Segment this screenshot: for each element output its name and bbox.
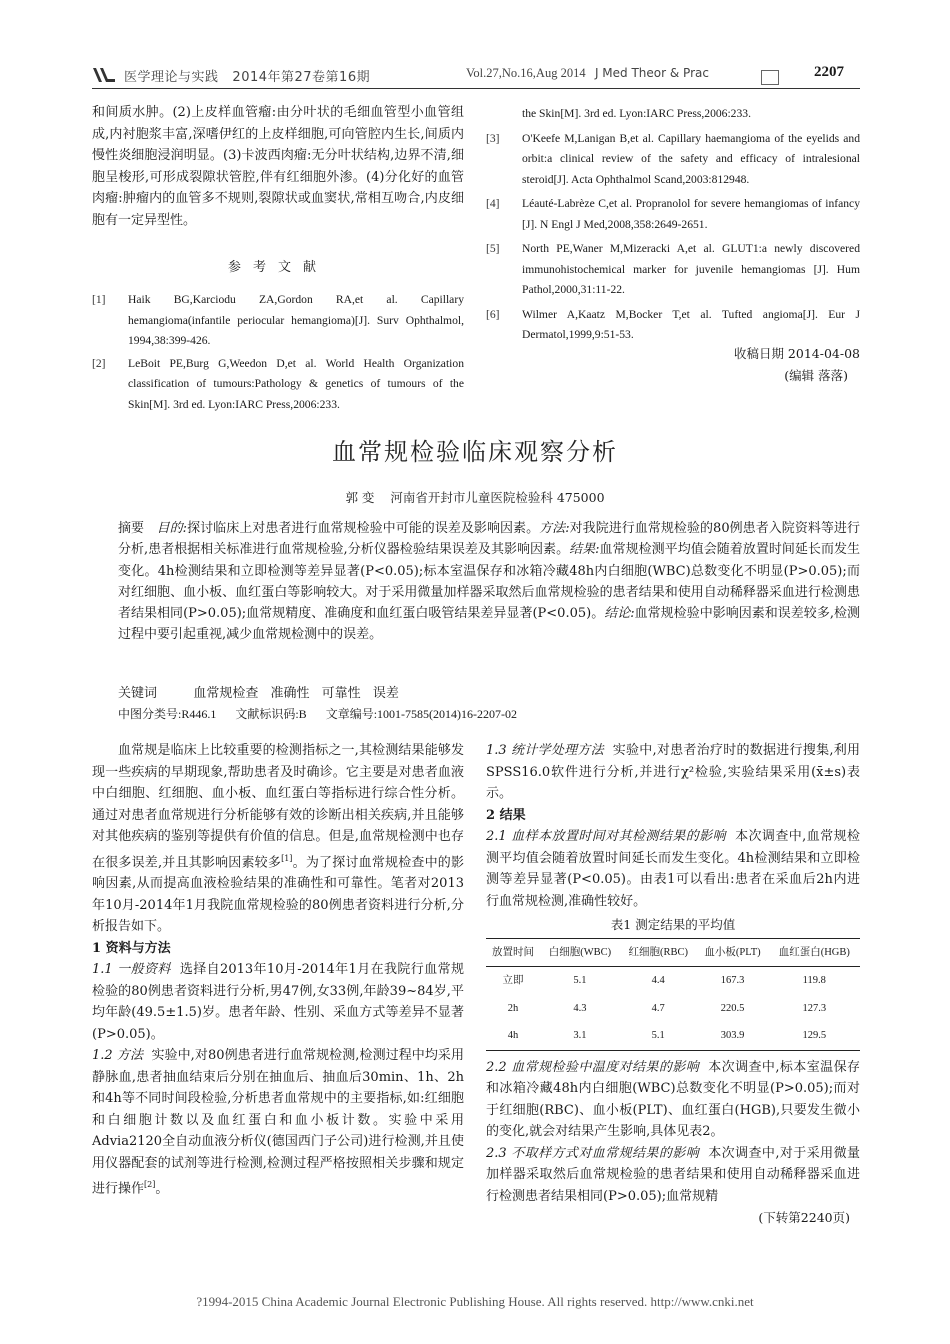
reference-item: [5] North PE,Waner M,Mizeracki A,et al. GLUT1:a newly discovered immunohistochemical marker for juvenile hemangiomas [J]. Hum Pathol,2000,31:11-22. — [486, 242, 860, 296]
body-right-column — [486, 740, 860, 1229]
table-1 — [486, 938, 860, 1051]
section-2-3: 2.3 不取样方式对血常规结果的影响 本次调查中,对于采用微量加样器采取然后血常规检验的患者结果和使用自动稀释器采血进行检测患者结果相同(P>0.05);血常规精 — [486, 1145, 860, 1204]
prev-article-text: 和间质水肿。(2)上皮样血管瘤:由分叶状的毛细血管型小血管组成,内衬胞浆丰富,深嗜伊红的上皮样细胞,可向管腔内生长,间质内慢性炎细胞浸润明显。(3)卡波西肉瘤:无分叶状结构,边界不清,细胞呈梭形,可形成裂隙状管腔,伴有红细胞外渗。(4)分化好的血管肉瘤:肿瘤内的血管多不规则,裂隙状或血窦状,常相互吻合,内皮细胞有一定异型性。 — [92, 105, 464, 228]
section-2-heading: 2 结果 — [486, 807, 526, 823]
section-2-1: 2.1 血样本放置时间对其检测结果的影响 本次调查中,血常规检测平均值会随着放置时间延长而发生变化。4h检测结果和立即检测等差异显著(P<0.05)。由表1可以看出:患者在采血后2h内进行血常规检测,准确性较好。 — [486, 829, 860, 909]
copyright-footer: ?1994-2015 China Academic Journal Electronic Publishing House. All rights reserved. http://www.cnki.net — [196, 1294, 754, 1309]
header-box-icon — [761, 70, 779, 85]
table-1-caption: 表1 测定结果的平均值 — [610, 917, 736, 932]
table-row: 4h 3.1 5.1 303.9 129.5 — [486, 1022, 860, 1050]
continued-note: (下转第2240页) — [758, 1210, 850, 1225]
issue-cn: 2014年第27卷第16期 — [232, 70, 371, 85]
references-heading: 参考文献 — [227, 260, 328, 275]
author-affiliation: 河南省开封市儿童医院检验科 475000 — [390, 490, 605, 505]
table-row: 立即 5.1 4.4 167.3 119.8 — [502, 975, 826, 986]
intro-paragraph: 血常规是临床上比较重要的检测指标之一,其检测结果能够发现一些疾病的早期现象,帮助患者及时确诊。它主要是对患者血液中白细胞、红细胞、血小板、血红蛋白等指标进行综合性分析。通过对患者血常规进行分析能够有效的诊断出相关疾病,并且能够对其他疾病的鉴别等提供有价值的信息。但是,血常规检测中也存在很多误差,并且其影响因素较多[1]。为了探讨血常规检查中的影响因素,从而提高血液检验结果的准确性和可靠性。笔者对2013年10月-2014年1月我院血常规检验的80例患者资料进行分析,分析报告如下。 — [92, 743, 464, 935]
editor-note: (编辑 落落) — [784, 368, 848, 383]
section-1-3: 1.3 统计学处理方法 实验中,对患者治疗时的数据进行搜集,利用SPSS16.0软件进行分析,并进行χ²检验,实验结果采用(x̄±s)表示。 — [486, 743, 860, 801]
table-row: 2h 4.3 4.7 220.5 127.3 — [507, 1002, 827, 1014]
section-1-1: 1.1 一般资料 选择自2013年10月-2014年1月在我院行血常规检验的80例患者资料进行分析,男47例,女33例,年龄39~84岁,平均年龄(49.5±1.5)岁。患者年龄、性别、采血方式等差异不显著(P>0.05)。 — [92, 962, 464, 1042]
reference-item: [1] Haik BG,Karciodu ZA,Gordon RA,et al. Capillary hemangioma(infantile periocular hemangioma)[J]. Surv Ophthalmol, 1994,38:399-426. — [92, 293, 464, 347]
page-number: 2207 — [814, 64, 844, 80]
abstract-label: 摘要 — [118, 521, 145, 536]
journal-name-en: J Med Theor & Prac — [594, 66, 709, 80]
reference-item: [3] O'Keefe M,Lanigan B,et al. Capillary haemangioma of the eyelids and orbit:a clinical review of the safety and efficacy of intralesional steroid[J]. Acta Ophthalmol Scand,2003:812948. — [486, 131, 860, 186]
reference-item: [2] LeBoit PE,Burg G,Weedon D,et al. World Health Organization classification of tumours:Pathology & genetics of tumours of the Skin[M]. 3rd ed. Lyon:IARC Press,2006:233. — [92, 356, 464, 411]
issue-en: Vol.27,No.16,Aug 2014 — [466, 66, 586, 80]
references-list-right: the Skin[M]. 3rd ed. Lyon:IARC Press,2006:233. [3] O'Keefe M,Lanigan B,et al. Capillary haemangioma of the eyelids and orbit:a clinical review of the safety and efficacy of intralesional steroid[J]. Acta Ophthalmol Scand,2003:812948. [4] Léauté-Labrèze C,et al. Propranolol for severe hemangiomas of infancy [J]. N Engl J Med,2008,358:2649-2651. [5] North PE,Waner M,Mizeracki A,et al. GLUT1:a newly discovered immunohistochemical marker for juvenile hemangiomas [J]. Hum Pathol,2000,31:11-22. [6] Wilmer A,Kaatz M,Bocker T,et al. Tufted angioma[J]. Eur J Dermatol,1999,9:51-53. — [486, 104, 860, 346]
reference-item: [4] Léauté-Labrèze C,et al. Propranolol for severe hemangiomas of infancy [J]. N Engl J Med,2008,358:2649-2651. — [486, 197, 860, 231]
references-list-left — [92, 290, 464, 411]
author-line — [0, 488, 950, 506]
classification-line: 中图分类号:R446.1 文献标识码:B 文章编号:1001-7585(2014)16-2207-02 — [118, 707, 518, 721]
section-1-heading: 1 资料与方法 — [92, 940, 171, 956]
body-left-column — [92, 740, 464, 1200]
author-name: 郭 变 — [345, 490, 375, 505]
running-header-right — [466, 66, 709, 81]
abstract: 摘要 目的:探讨临床上对患者进行血常规检验中可能的误差及影响因素。方法:对我院进行血常规检验的80例患者入院资料等进行分析,患者根据相关标准进行血常规检验,分析仪器检验结果误差及其影响因素。结果:血常规检测平均值会随着放置时间延长而发生变化。4h检测结果和立即检测等差异显著(P<0.05);标本室温保存和冰箱冷藏48h内白细胞(WBC)总数变化不明显(P>0.05);而对红细胞、血小板、血红蛋白等影响较大。对于采用微量加样器采取然后血常规检验的患者结果和使用自动稀释器采血进行检测患者结果相同(P>0.05);血常规精度、准确度和血红蛋白吸管结果差异显著(P<0.05)。结论:血常规检验中影响因素和误差较多,检测过程中要引起重视,减少血常规检测中的误差。 — [118, 521, 860, 643]
reference-item: [6] Wilmer A,Kaatz M,Bocker T,et al. Tufted angioma[J]. Eur J Dermatol,1999,9:51-53. — [486, 307, 860, 341]
journal-name-cn: 医学理论与实践 — [124, 70, 219, 85]
journal-logo-icon — [92, 66, 116, 84]
received-date: 收稿日期 2014-04-08 — [733, 346, 860, 361]
section-2-2: 2.2 血常规检验中温度对结果的影响 本次调查中,标本室温保存和冰箱冷藏48h内白细胞(WBC)总数变化不明显(P>0.05);而对于红细胞(RBC)、血小板(PLT)、血红蛋白(HGB),只要发生微小的变化,就会对结果产生影响,具体见表2。 — [486, 1059, 860, 1139]
table-header-row: 放置时间 白细胞(WBC) 红细胞(RBC) 血小板(PLT) 血红蛋白(HGB) — [486, 938, 860, 967]
header-rule — [92, 88, 860, 89]
running-header-left — [124, 66, 370, 85]
section-1-2: 1.2 方法 实验中,对80例患者进行血常规检测,检测过程中均采用静脉血,患者抽血结束后分别在抽血后、抽血后30min、1h、2h和4h等不同时间段检验,分析患者血常规中的主要指标,如:红细胞和白细胞计数以及血红蛋白和血小板计数。实验中采用Advia2120全自动血液分析仪(德国西门子公司)进行检测,并且使用仪器配套的试剂等进行检测,检测过程严格按照相关步骤和规定进行操作[2]。 — [92, 1048, 465, 1197]
article-title: 血常规检验临床观察分析 — [332, 438, 618, 466]
keywords: 关键词 血常规检查 准确性 可靠性 误差 — [118, 686, 399, 701]
